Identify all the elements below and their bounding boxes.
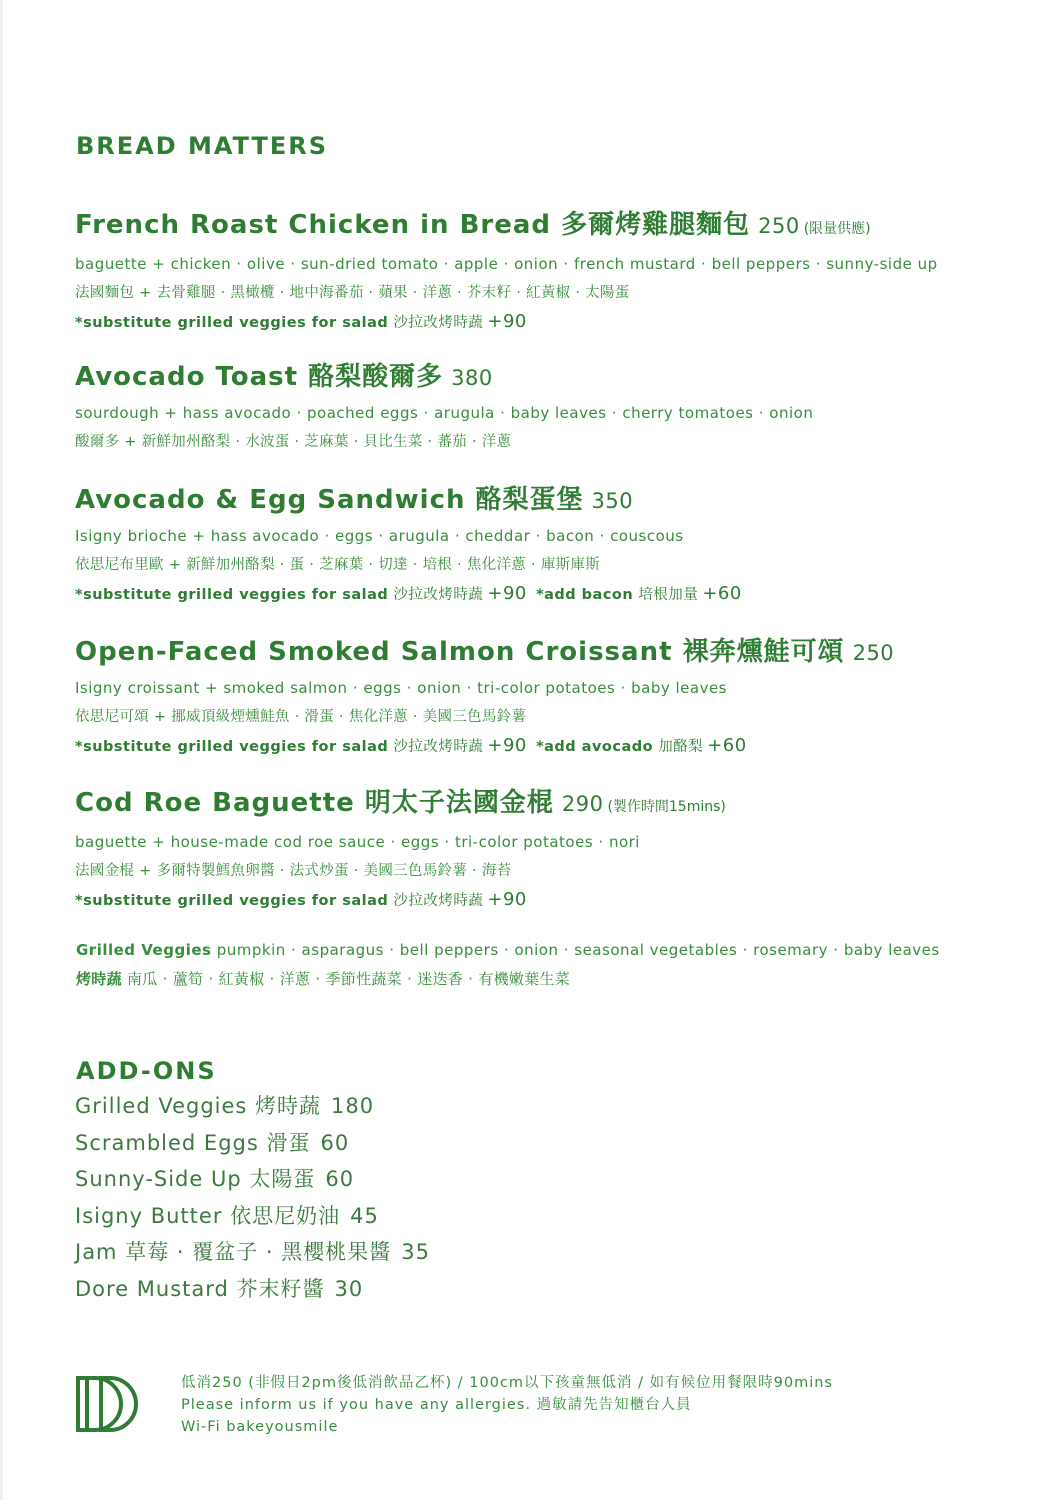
item-substitution [75, 584, 1035, 605]
item-note: (限量供應) [803, 221, 871, 237]
addon-item [75, 1131, 675, 1155]
footer [75, 1372, 1035, 1442]
item-description-zh: 法國麵包 + 去骨雞腿 · 黑橄欖 · 地中海番茄 · 蘋果 · 洋蔥 · 芥末籽 · 紅黃椒 · 太陽蛋 [75, 285, 630, 301]
addon-item [75, 1094, 675, 1118]
addon-price: 35 [401, 1240, 430, 1264]
item-description-zh: 依思尼布里歐 + 新鮮加州酪梨 · 蛋 · 芝麻葉 · 切達 · 培根 · 焦化洋蔥 · 庫斯庫斯 [75, 557, 601, 573]
menu-item-avocado-toast [75, 361, 1035, 452]
addon-item [75, 1204, 675, 1228]
grilled-veggies-zh [76, 969, 1036, 989]
menu-item-cod-roe-baguette [75, 787, 1035, 911]
substitution-price: +90 [487, 735, 527, 756]
addon-item [75, 1167, 675, 1191]
item-title [75, 361, 1035, 394]
section-title-bread-matters: BREAD MATTERS [76, 132, 329, 160]
footer-minimum-charge: 低消250 (非假日2pm後低消飲品乙杯) / 100cm以下孩童無低消 / 如有候位用餐限時90mins [181, 1375, 833, 1391]
addon-name: Dore Mustard 芥末籽醬 [75, 1276, 325, 1301]
addition-price: +60 [707, 735, 747, 756]
substitution-label-zh: 沙拉改烤時蔬 [393, 893, 484, 909]
substitution-label: *substitute grilled veggies for salad [75, 315, 389, 331]
substitution-label: *substitute grilled veggies for salad [75, 587, 389, 603]
substitution-price: +90 [487, 311, 527, 332]
substitution-price: +90 [487, 889, 527, 910]
substitution-label-zh: 沙拉改烤時蔬 [393, 315, 484, 331]
grilled-veggies-note [76, 940, 1036, 998]
grilled-veggies-list-zh: 南瓜 · 蘆筍 · 紅黃椒 · 洋蔥 · 季節性蔬菜 · 迷迭香 · 有機嫩葉生菜 [126, 970, 571, 988]
item-price: 350 [591, 489, 634, 513]
grilled-veggies-label-zh: 烤時蔬 [76, 970, 122, 988]
addon-name: Grilled Veggies 烤時蔬 [75, 1094, 322, 1118]
addon-price: 60 [320, 1130, 350, 1155]
item-description-en: Isigny croissant + smoked salmon · eggs · onion · tri-color potatoes · baby leaves [75, 679, 728, 697]
addon-price: 30 [334, 1276, 364, 1301]
item-description-zh: 法國金棍 + 多爾特製鱈魚卵醬 · 法式炒蛋 · 美國三色馬鈴薯 · 海苔 [75, 863, 512, 879]
item-description-zh: 酸爾多 + 新鮮加州酪梨 · 水波蛋 · 芝麻葉 · 貝比生菜 · 蕃茄 · 洋蔥 [75, 434, 512, 450]
menu-item-smoked-salmon-croissant [75, 636, 1035, 757]
grilled-veggies-list-en: pumpkin · asparagus · bell peppers · onion · seasonal vegetables · rosemary · baby leaves [216, 941, 940, 959]
item-name: Avocado Toast 酪梨酸爾多 [75, 362, 444, 392]
addition-label-zh: 加酪梨 [658, 739, 704, 755]
item-name: French Roast Chicken in Bread 多爾烤雞腿麵包 [75, 210, 751, 240]
item-name: Open-Faced Smoked Salmon Croissant 裸奔燻鮭可頌 [75, 637, 845, 667]
item-substitution [75, 890, 1035, 911]
addon-item [75, 1240, 675, 1264]
substitution-label: *substitute grilled veggies for salad [75, 739, 389, 755]
item-note: (製作時間15mins) [607, 799, 726, 815]
addon-price: 180 [331, 1094, 375, 1118]
substitution-label: *substitute grilled veggies for salad [75, 893, 389, 909]
item-description-en: Isigny brioche + hass avocado · eggs · arugula · cheddar · bacon · couscous [75, 527, 684, 545]
addition-label-zh: 培根加量 [638, 587, 699, 603]
addon-name: Sunny-Side Up 太陽蛋 [75, 1167, 316, 1191]
item-price: 290 [561, 792, 604, 816]
page-edge [0, 0, 3, 1500]
footer-info [181, 1372, 833, 1438]
item-substitution [75, 312, 1035, 333]
substitution-label-zh: 沙拉改烤時蔬 [393, 739, 484, 755]
item-name: Cod Roe Baguette 明太子法國金棍 [75, 788, 554, 818]
item-description-en: sourdough + hass avocado · poached eggs · arugula · baby leaves · cherry tomatoes · onion [75, 404, 814, 422]
addon-price: 45 [350, 1203, 379, 1228]
addon-name: Scrambled Eggs 滑蛋 [75, 1130, 311, 1155]
addons-list [75, 1094, 675, 1313]
footer-allergy-notice: Please inform us if you have any allergies. 過敏請先告知櫃台人員 [181, 1397, 692, 1413]
grilled-veggies-en [76, 940, 1036, 960]
addon-name: Jam 草莓 · 覆盆子 · 黑櫻桃果醬 [75, 1240, 392, 1264]
item-price: 250 [852, 641, 895, 665]
item-title [75, 484, 1035, 517]
item-title [75, 209, 1035, 245]
item-title [75, 787, 1035, 823]
item-substitution [75, 736, 1035, 757]
grilled-veggies-label-en: Grilled Veggies [76, 941, 212, 959]
addon-name: Isigny Butter 依思尼奶油 [75, 1203, 341, 1228]
footer-wifi: Wi-Fi bakeyousmile [181, 1419, 339, 1435]
section-title-add-ons: ADD-ONS [76, 1057, 217, 1085]
addition-price: +60 [702, 583, 742, 604]
menu-item-avocado-egg-sandwich [75, 484, 1035, 605]
substitution-label-zh: 沙拉改烤時蔬 [393, 587, 484, 603]
dore-logo-icon [75, 1374, 139, 1434]
addition-label: *add avocado [535, 739, 654, 755]
item-description-en: baguette + house-made cod roe sauce · eggs · tri-color potatoes · nori [75, 833, 640, 851]
item-description-zh: 依思尼可頌 + 挪威頂級煙燻鮭魚 · 滑蛋 · 焦化洋蔥 · 美國三色馬鈴薯 [75, 709, 527, 725]
addon-item [75, 1277, 675, 1301]
item-title [75, 636, 1035, 669]
addition-label: *add bacon [535, 587, 634, 603]
substitution-price: +90 [487, 583, 527, 604]
item-name: Avocado & Egg Sandwich 酪梨蛋堡 [75, 485, 584, 515]
addon-price: 60 [325, 1167, 355, 1191]
menu-item-french-roast-chicken [75, 209, 1035, 333]
item-price: 250 [758, 214, 800, 238]
item-description-en: baguette + chicken · olive · sun-dried tomato · apple · onion · french mustard · bell peppers · sunny-side up [75, 255, 938, 273]
item-price: 380 [451, 366, 493, 390]
